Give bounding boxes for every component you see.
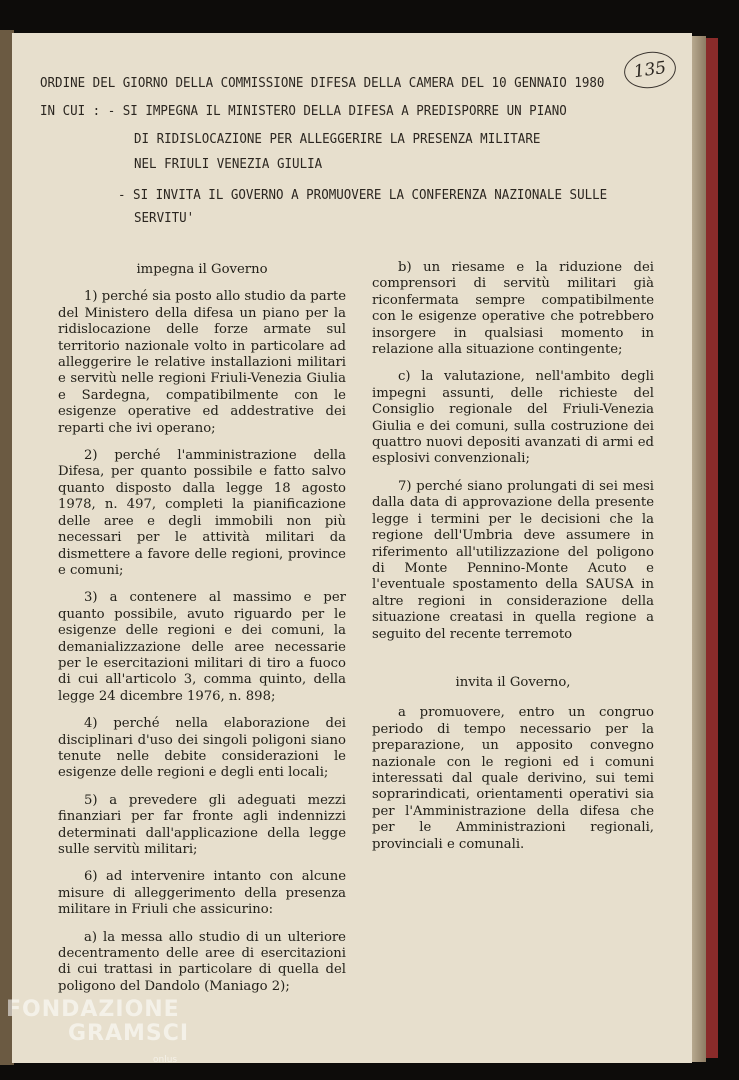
header-line-5: - SI INVITA IL GOVERNO A PROMUOVERE LA CONFERENZA NAZIONALE SULLE: [118, 186, 608, 203]
watermark-line-2: GRAMSCI: [68, 1021, 190, 1046]
page-number: 135: [622, 49, 679, 92]
paragraph-3: 3) a contenere al massimo e per quanto possibile, avuto riguardo per le esigenze delle regioni e dei comuni, la demanializzazione delle aree necessarie per le esercitazioni militari di tiro a fuoco di cui all'articolo 3, comma quinto, della legge 24 dicembre 1976, n. 898;: [58, 590, 346, 704]
left-column: [58, 262, 346, 995]
heading-impegna: impegna il Governo: [136, 262, 268, 277]
paragraph-6b: b) un riesame e la riduzione dei comprensori di servitù militari già riconfermata sempre compatibilmente con le esigenze operative che potrebbero insorgere in qualsiasi momento in relazione alla situazione contingente;: [372, 260, 654, 358]
header-line-4: NEL FRIULI VENEZIA GIULIA: [134, 155, 323, 172]
header-line-3: DI RIDISLOCAZIONE PER ALLEGGERIRE LA PRESENZA MILITARE: [134, 130, 541, 147]
watermark-line-1: FONDAZIONE: [6, 997, 180, 1022]
header-line-1: ORDINE DEL GIORNO DELLA COMMISSIONE DIFESA DELLA CAMERA DEL 10 GENNAIO 1980: [40, 74, 605, 91]
paragraph-6: 6) ad intervenire intanto con alcune misure di alleggerimento della presenza militare in Friuli che assicurino:: [58, 869, 346, 918]
paragraph-5: 5) a prevedere gli adeguati mezzi finanziari per far fronte agli indennizzi determinati dall'applicazione della legge sulle servitù militari;: [58, 792, 346, 857]
book-binding: [706, 38, 718, 1058]
paragraph-8: a promuovere, entro un congruo periodo di tempo necessario per la preparazione, un apposito convegno nazionale con le regioni ed i comuni interessati dal quale derivino, sui temi soprarindicati, orientamenti operativi sia per l'Amministrazione della difesa che per le Amministrazioni regionali, provinciali e comunali.: [372, 705, 654, 852]
watermark-logo: [6, 997, 190, 1065]
paragraph-6c: c) la valutazione, nell'ambito degli impegni assunti, delle richieste del Consiglio regionale del Friuli-Venezia Giulia e dei comuni, sulla costruzione dei quattro nuovi depositi avanzati di armi ed esplosivi convenzionali;: [372, 369, 654, 467]
paragraph-4: 4) perché nella elaborazione dei disciplinari d'uso dei singoli poligoni siano tenute nelle debite considerazioni le esigenze delle regioni e degli enti locali;: [58, 716, 346, 781]
header-line-6: SERVITU': [134, 209, 195, 226]
paragraph-2: 2) perché l'amministrazione della Difesa, per quanto possibile e fatto salvo quanto disposto dalla legge 18 agosto 1978, n. 497, completi la pianificazione delle aree e degli immobili non più necessari per le attività militari da dismettere a favore delle regioni, province e comuni;: [58, 448, 346, 578]
header-line-2: IN CUI : - SI IMPEGNA IL MINISTERO DELLA DIFESA A PREDISPORRE UN PIANO: [40, 102, 567, 119]
page-stack-edge: [692, 36, 706, 1062]
paragraph-6a: a) la messa allo studio di un ulteriore decentramento delle aree di esercitazioni di cui trattasi in particolare di quella del poligono del Dandolo (Maniago 2);: [58, 929, 346, 994]
paragraph-7: 7) perché siano prolungati di sei mesi dalla data di approvazione della presente legge i termini per le decisioni che la regione dell'Umbria deve assumere in riferimento all'utilizzazione del poligono di Monte Pennino-Monte Acuto e l'eventuale spostamento della SAUSA in altre regioni in considerazione della situazione creatasi in quella regione a seguito del recente terremoto: [372, 478, 654, 642]
right-column: [372, 260, 654, 853]
watermark-line-3: onlus: [153, 1055, 178, 1065]
heading-invita: invita il Governo,: [455, 674, 571, 690]
paragraph-1: 1) perché sia posto allo studio da parte del Ministero della difesa un piano per la ridislocazione delle forze armate sul territorio nazionale volto in particolare ad alleggerire le relative installazioni militari e servitù nelle regioni Friuli-Venezia Giulia e Sardegna, compatibilmente con le esigenze operative ed addestrative dei reparti che ivi operano;: [58, 289, 346, 436]
